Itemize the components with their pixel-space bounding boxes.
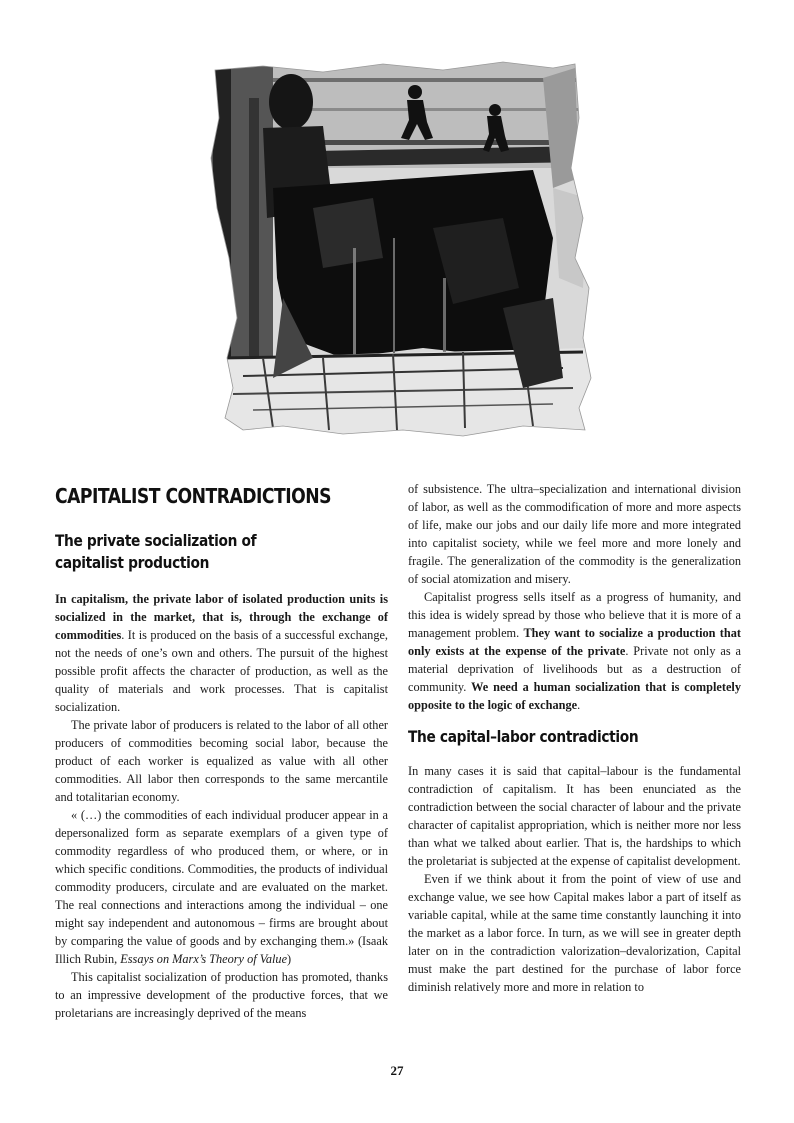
section-heading-private-socialization (55, 530, 341, 574)
paragraph-text: Capitalist progress sells itself as a progress of humanity, and this idea is widely spread by those who believe that it is more of a management problem. (408, 590, 741, 640)
paragraph (408, 588, 741, 714)
right-column (408, 480, 741, 996)
paragraph-text: . Private not only as a material deprivation of livelihoods but as a destruction of community. (408, 644, 741, 694)
bold-text: We need a human socialization that is completely opposite to the logic of exchange (408, 680, 741, 712)
bold-text: In capitalism, the private labor of isolated production units is socialized in the market, that is, through the exchange of commodities (55, 592, 388, 642)
quote-text: « (…) the commodities of each individual producer appear in a depersonalized form as separate exemplars of a given type of commodity regardless of who produced them, or where, or in which specific conditions. Commodities, the products of individual commodity producers, circulate and are evaluated on the market. The real connections and interactions among the individual – one might say independent and autonomous – firms are brought about by comparing the value of goods and by exchanging them.» (Isaak Illich Rubin, (55, 808, 388, 966)
paragraph-text: . (577, 698, 581, 712)
photo-collage (203, 58, 593, 440)
paragraph: This capitalist socialization of production has promoted, thanks to an impressive development of the productive forces, that we proletarians are increasingly deprived of the means (55, 970, 388, 1020)
paragraph: The private labor of producers is related to the labor of all other producers of commodities becoming social labor, because the product of each worker is equalized as value with all other commodities. All labor then corresponds to the same mercantile and totalitarian economy. (55, 718, 388, 804)
paragraph: Even if we think about it from the point of view of use and exchange value, we see how Capital makes labor a part of itself as variable capital, while at the same time constantly launching it into the market as a labor force. In turn, as we will see in greater depth later on in the contradiction valorization–devalorization, Capital must make the part destined for the purchase of labor force diminish relatively more and more in relation to (408, 872, 741, 994)
paragraph (55, 590, 388, 716)
left-column (55, 480, 388, 1022)
paragraph-text: . It is produced on the basis of a successful exchange, not the needs of one’s own and others. The pursuit of the highest possible profit affects the character of production, as well as the quality of materials and work processes. That is capitalist socialization. (55, 628, 388, 714)
paragraph: In many cases it is said that capital–labour is the fundamental contradiction of capitalism. It has been enunciated as the contradiction between the social character of labour and the private character of capitalist appropriation, which is neither more nor less than what we talked about earlier. That is, the hardships to which the proletariat is subjected at the expense of capitalist development. (408, 764, 741, 868)
page-number: 27 (390, 1063, 404, 1078)
section-heading-line: The private socialization of (55, 531, 257, 550)
section-heading-line: capitalist production (55, 553, 210, 572)
section-heading-capital-labor: The capital–labor contradiction (408, 727, 639, 746)
quotation (55, 806, 388, 968)
bold-text: They want to socialize a production that only exists at the expense of the private (408, 626, 741, 658)
quote-close: ) (287, 952, 292, 966)
paragraph-continued: of subsistence. The ultra–specialization and international division of labor, as well as the commodification of more and more aspects of life, make our jobs and our daily life more and more integrated into capitalist society, while we feel more and more lonely and fragile. The generalization of the commodity is the generalization of social atomization and misery. (408, 482, 741, 586)
page-title: CAPITALIST CONTRADICTIONS (55, 484, 331, 508)
cited-work-title: Essays on Marx’s Theory of Value (120, 952, 288, 966)
